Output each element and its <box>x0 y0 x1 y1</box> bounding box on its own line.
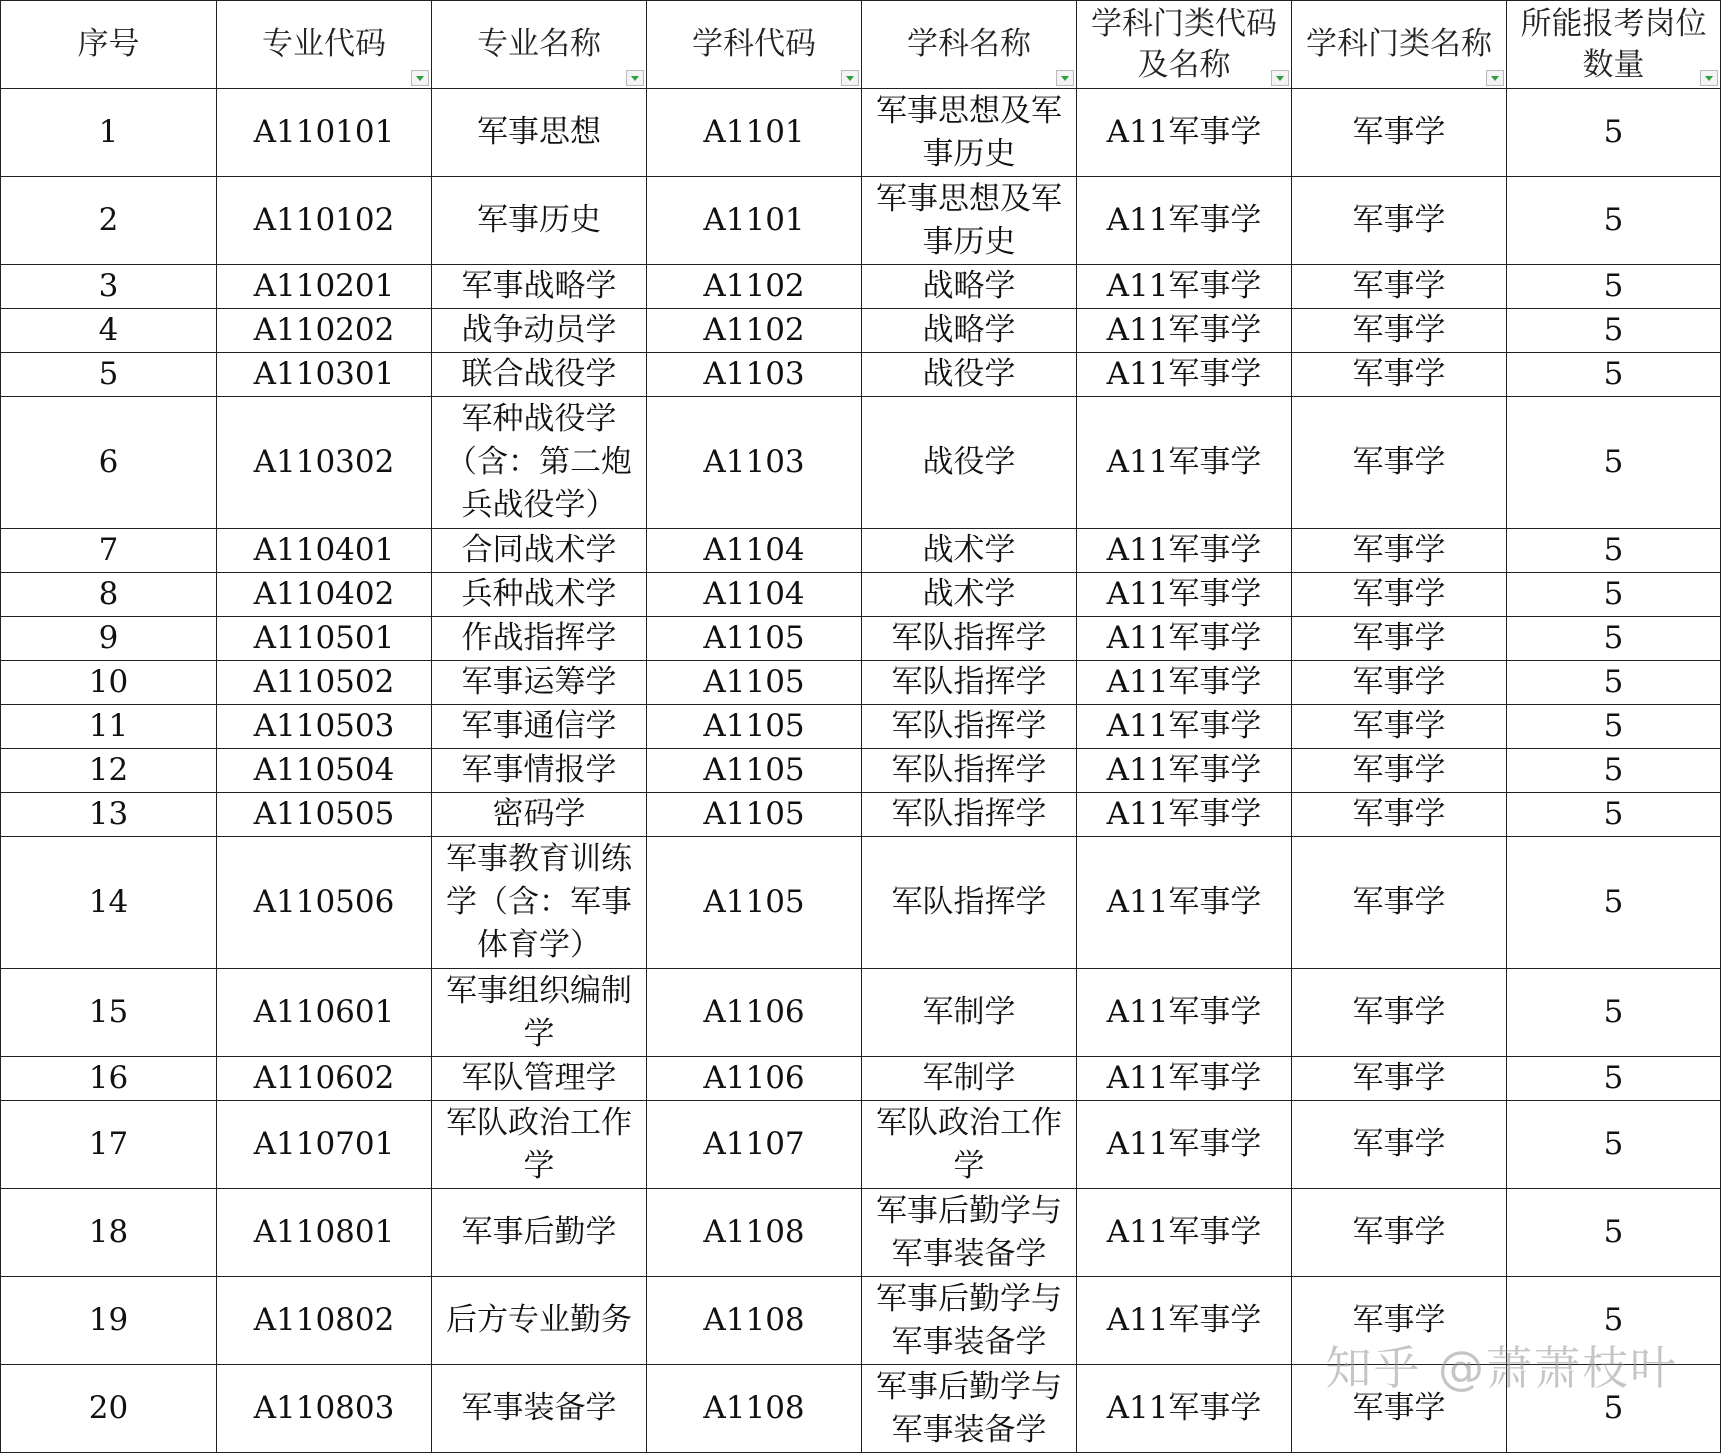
table-cell: A11军事学 <box>1077 353 1292 397</box>
table-cell: 军种战役学（含：第二炮兵战役学） <box>432 397 647 529</box>
table-cell: A1105 <box>647 661 862 705</box>
column-header <box>1 1 217 89</box>
column-header <box>432 1 647 89</box>
table-cell: 军事思想 <box>432 89 647 177</box>
column-header <box>647 1 862 89</box>
table-cell: 战役学 <box>862 397 1077 529</box>
table-cell: A11军事学 <box>1077 177 1292 265</box>
table-cell: A11军事学 <box>1077 1101 1292 1189</box>
table-cell: A110503 <box>217 705 432 749</box>
table-cell: A1102 <box>647 309 862 353</box>
column-header-label: 所能报考岗位数量 <box>1520 5 1707 83</box>
table-cell: A110803 <box>217 1365 432 1453</box>
table-cell: 军事教育训练学（含：军事体育学） <box>432 837 647 969</box>
table-cell: 17 <box>1 1101 217 1189</box>
table-cell: 军事学 <box>1292 573 1507 617</box>
table-cell: 军事思想及军事历史 <box>862 89 1077 177</box>
table-cell: 5 <box>1507 1057 1721 1101</box>
filter-dropdown-icon[interactable] <box>411 70 429 86</box>
table-row <box>1 705 1721 749</box>
table-cell: 军事学 <box>1292 1365 1507 1453</box>
table-row <box>1 617 1721 661</box>
table-cell: A1105 <box>647 837 862 969</box>
table-row <box>1 749 1721 793</box>
table-cell: A110602 <box>217 1057 432 1101</box>
watermark: 知乎 @萧萧枝叶 <box>1325 1341 1678 1395</box>
table-cell: 8 <box>1 573 217 617</box>
table-cell: A110506 <box>217 837 432 969</box>
table-cell: 军队管理学 <box>432 1057 647 1101</box>
table-cell: A11军事学 <box>1077 265 1292 309</box>
column-header <box>1292 1 1507 89</box>
table-cell: A1108 <box>647 1365 862 1453</box>
table-row <box>1 309 1721 353</box>
table-cell: A1101 <box>647 89 862 177</box>
table-cell: A1104 <box>647 529 862 573</box>
table-cell: A1104 <box>647 573 862 617</box>
table-cell: A110402 <box>217 573 432 617</box>
table-cell: A110302 <box>217 397 432 529</box>
table-row <box>1 793 1721 837</box>
table-cell: 战略学 <box>862 309 1077 353</box>
table-cell: 军事后勤学与军事装备学 <box>862 1277 1077 1365</box>
table-cell: A1106 <box>647 969 862 1057</box>
table-cell: 军事后勤学与军事装备学 <box>862 1365 1077 1453</box>
table-cell: 19 <box>1 1277 217 1365</box>
table-cell: 5 <box>1507 1101 1721 1189</box>
table-row <box>1 969 1721 1057</box>
table-cell: A1107 <box>647 1101 862 1189</box>
table-cell: 军事学 <box>1292 397 1507 529</box>
table-cell: 9 <box>1 617 217 661</box>
filter-dropdown-icon[interactable] <box>1486 70 1504 86</box>
table-cell: A110505 <box>217 793 432 837</box>
table-cell: 军队政治工作学 <box>862 1101 1077 1189</box>
table-cell: A110401 <box>217 529 432 573</box>
table-cell: 战术学 <box>862 573 1077 617</box>
table-cell: A110202 <box>217 309 432 353</box>
table-cell: 军事组织编制学 <box>432 969 647 1057</box>
table-cell: A11军事学 <box>1077 573 1292 617</box>
table-cell: 18 <box>1 1189 217 1277</box>
table-cell: 军事学 <box>1292 793 1507 837</box>
table-cell: 军事学 <box>1292 705 1507 749</box>
table-cell: 6 <box>1 397 217 529</box>
table-cell: A1102 <box>647 265 862 309</box>
table-cell: 战术学 <box>862 529 1077 573</box>
table-cell: 军事学 <box>1292 177 1507 265</box>
table-cell: 5 <box>1507 617 1721 661</box>
table-row <box>1 397 1721 529</box>
table-row <box>1 1057 1721 1101</box>
table-cell: 军事历史 <box>432 177 647 265</box>
table-cell: A1105 <box>647 705 862 749</box>
table-cell: 5 <box>1507 749 1721 793</box>
table-cell: 战争动员学 <box>432 309 647 353</box>
column-header <box>1507 1 1721 89</box>
table-cell: A1108 <box>647 1277 862 1365</box>
table-cell: A11军事学 <box>1077 1277 1292 1365</box>
table-cell: A11军事学 <box>1077 1189 1292 1277</box>
column-header-label: 学科门类名称 <box>1306 26 1492 62</box>
table-cell: A110502 <box>217 661 432 705</box>
table-cell: A11军事学 <box>1077 617 1292 661</box>
column-header-label: 学科名称 <box>907 26 1031 62</box>
table-cell: 军事学 <box>1292 1189 1507 1277</box>
table-cell: 2 <box>1 177 217 265</box>
column-header <box>217 1 432 89</box>
table-cell: 军事学 <box>1292 529 1507 573</box>
table-cell: A11军事学 <box>1077 397 1292 529</box>
table-cell: A1108 <box>647 1189 862 1277</box>
table-cell: A110301 <box>217 353 432 397</box>
table-cell: 5 <box>1507 529 1721 573</box>
table-cell: 军事学 <box>1292 309 1507 353</box>
table-cell: 军事战略学 <box>432 265 647 309</box>
table-row <box>1 353 1721 397</box>
table-cell: 军事通信学 <box>432 705 647 749</box>
table-cell: 3 <box>1 265 217 309</box>
table-cell: 1 <box>1 89 217 177</box>
table-cell: A110201 <box>217 265 432 309</box>
table-cell: 战略学 <box>862 265 1077 309</box>
column-header-label: 学科门类代码及名称 <box>1091 5 1277 83</box>
table-cell: 军事学 <box>1292 969 1507 1057</box>
table-row <box>1 89 1721 177</box>
column-header <box>1077 1 1292 89</box>
table-cell: A110501 <box>217 617 432 661</box>
table-cell: A110101 <box>217 89 432 177</box>
table-cell: 军队指挥学 <box>862 617 1077 661</box>
table-row <box>1 177 1721 265</box>
table-body <box>1 89 1721 1453</box>
table-cell: 15 <box>1 969 217 1057</box>
table-cell: 5 <box>1507 661 1721 705</box>
table-cell: 军事学 <box>1292 837 1507 969</box>
filter-dropdown-icon[interactable] <box>1700 70 1718 86</box>
table-cell: 5 <box>1507 793 1721 837</box>
table-cell: 5 <box>1507 309 1721 353</box>
filter-dropdown-icon[interactable] <box>841 70 859 86</box>
header-row <box>1 1 1721 89</box>
table-cell: A11军事学 <box>1077 529 1292 573</box>
table-row <box>1 573 1721 617</box>
table-cell: A1103 <box>647 353 862 397</box>
table-cell: A110504 <box>217 749 432 793</box>
table-cell: 5 <box>1507 89 1721 177</box>
table-cell: 5 <box>1507 353 1721 397</box>
table-row <box>1 1189 1721 1277</box>
table-cell: A1105 <box>647 793 862 837</box>
table-cell: 军事学 <box>1292 265 1507 309</box>
table-cell: 军事学 <box>1292 1277 1507 1365</box>
table-cell: 军事情报学 <box>432 749 647 793</box>
table-cell: A110701 <box>217 1101 432 1189</box>
table-row <box>1 529 1721 573</box>
table-cell: 7 <box>1 529 217 573</box>
table-cell: A110601 <box>217 969 432 1057</box>
table-cell: 军队指挥学 <box>862 705 1077 749</box>
table-cell: A110802 <box>217 1277 432 1365</box>
table-cell: 5 <box>1507 1277 1721 1365</box>
table-cell: 5 <box>1507 397 1721 529</box>
table-cell: 11 <box>1 705 217 749</box>
table-cell: 5 <box>1507 969 1721 1057</box>
table-cell: 军事学 <box>1292 89 1507 177</box>
table-cell: 5 <box>1 353 217 397</box>
table-cell: 军事后勤学 <box>432 1189 647 1277</box>
column-header-label: 专业名称 <box>477 26 601 62</box>
table-cell: 10 <box>1 661 217 705</box>
table-row <box>1 265 1721 309</box>
table-cell: 兵种战术学 <box>432 573 647 617</box>
table-cell: 12 <box>1 749 217 793</box>
table-cell: 作战指挥学 <box>432 617 647 661</box>
table-cell: 联合战役学 <box>432 353 647 397</box>
table-cell: 军事学 <box>1292 1057 1507 1101</box>
table-cell: A11军事学 <box>1077 89 1292 177</box>
table-cell: 军队政治工作学 <box>432 1101 647 1189</box>
table-cell: A11军事学 <box>1077 705 1292 749</box>
table-row <box>1 661 1721 705</box>
filter-dropdown-icon[interactable] <box>1056 70 1074 86</box>
column-header-label: 学科代码 <box>692 26 816 62</box>
table-cell: 战役学 <box>862 353 1077 397</box>
table-cell: A1105 <box>647 749 862 793</box>
table-cell: 14 <box>1 837 217 969</box>
table-cell: 5 <box>1507 837 1721 969</box>
table-cell: 军队指挥学 <box>862 793 1077 837</box>
table-cell: A1103 <box>647 397 862 529</box>
table-cell: 军队指挥学 <box>862 749 1077 793</box>
table-cell: 合同战术学 <box>432 529 647 573</box>
table-cell: 5 <box>1507 1189 1721 1277</box>
table-cell: 军事学 <box>1292 749 1507 793</box>
table-cell: 军事后勤学与军事装备学 <box>862 1189 1077 1277</box>
table-cell: 军事思想及军事历史 <box>862 177 1077 265</box>
table-row <box>1 1277 1721 1365</box>
table-cell: A110102 <box>217 177 432 265</box>
table-cell: A11军事学 <box>1077 749 1292 793</box>
table-cell: 军事学 <box>1292 353 1507 397</box>
table-cell: A11军事学 <box>1077 969 1292 1057</box>
table-cell: 13 <box>1 793 217 837</box>
table-cell: 军事学 <box>1292 661 1507 705</box>
table-cell: 5 <box>1507 573 1721 617</box>
table-cell: 密码学 <box>432 793 647 837</box>
table-row <box>1 1101 1721 1189</box>
table-row <box>1 837 1721 969</box>
table-cell: A110801 <box>217 1189 432 1277</box>
table-cell: 军队指挥学 <box>862 837 1077 969</box>
table-cell: A1106 <box>647 1057 862 1101</box>
table-cell: 5 <box>1507 1365 1721 1453</box>
table-cell: A11军事学 <box>1077 1057 1292 1101</box>
table-cell: 5 <box>1507 177 1721 265</box>
table-cell: A11军事学 <box>1077 793 1292 837</box>
table-cell: 军事运筹学 <box>432 661 647 705</box>
table-cell: 军事学 <box>1292 1101 1507 1189</box>
table-cell: 20 <box>1 1365 217 1453</box>
table-cell: A11军事学 <box>1077 661 1292 705</box>
table-cell: 军制学 <box>862 1057 1077 1101</box>
table-cell: A1101 <box>647 177 862 265</box>
table-cell: 军事装备学 <box>432 1365 647 1453</box>
table-cell: 军事学 <box>1292 617 1507 661</box>
table-cell: 军制学 <box>862 969 1077 1057</box>
column-header-label: 序号 <box>77 26 140 62</box>
table-cell: 后方专业勤务 <box>432 1277 647 1365</box>
table-cell: 5 <box>1507 705 1721 749</box>
table-cell: 军队指挥学 <box>862 661 1077 705</box>
table-cell: 16 <box>1 1057 217 1101</box>
table-row <box>1 1365 1721 1453</box>
table-cell: A11军事学 <box>1077 837 1292 969</box>
filter-dropdown-icon[interactable] <box>1271 70 1289 86</box>
table-cell: 5 <box>1507 265 1721 309</box>
table-cell: A1105 <box>647 617 862 661</box>
column-header-label: 专业代码 <box>262 26 386 62</box>
filter-dropdown-icon[interactable] <box>626 70 644 86</box>
table-cell: A11军事学 <box>1077 1365 1292 1453</box>
column-header <box>862 1 1077 89</box>
table-cell: 4 <box>1 309 217 353</box>
table-cell: A11军事学 <box>1077 309 1292 353</box>
